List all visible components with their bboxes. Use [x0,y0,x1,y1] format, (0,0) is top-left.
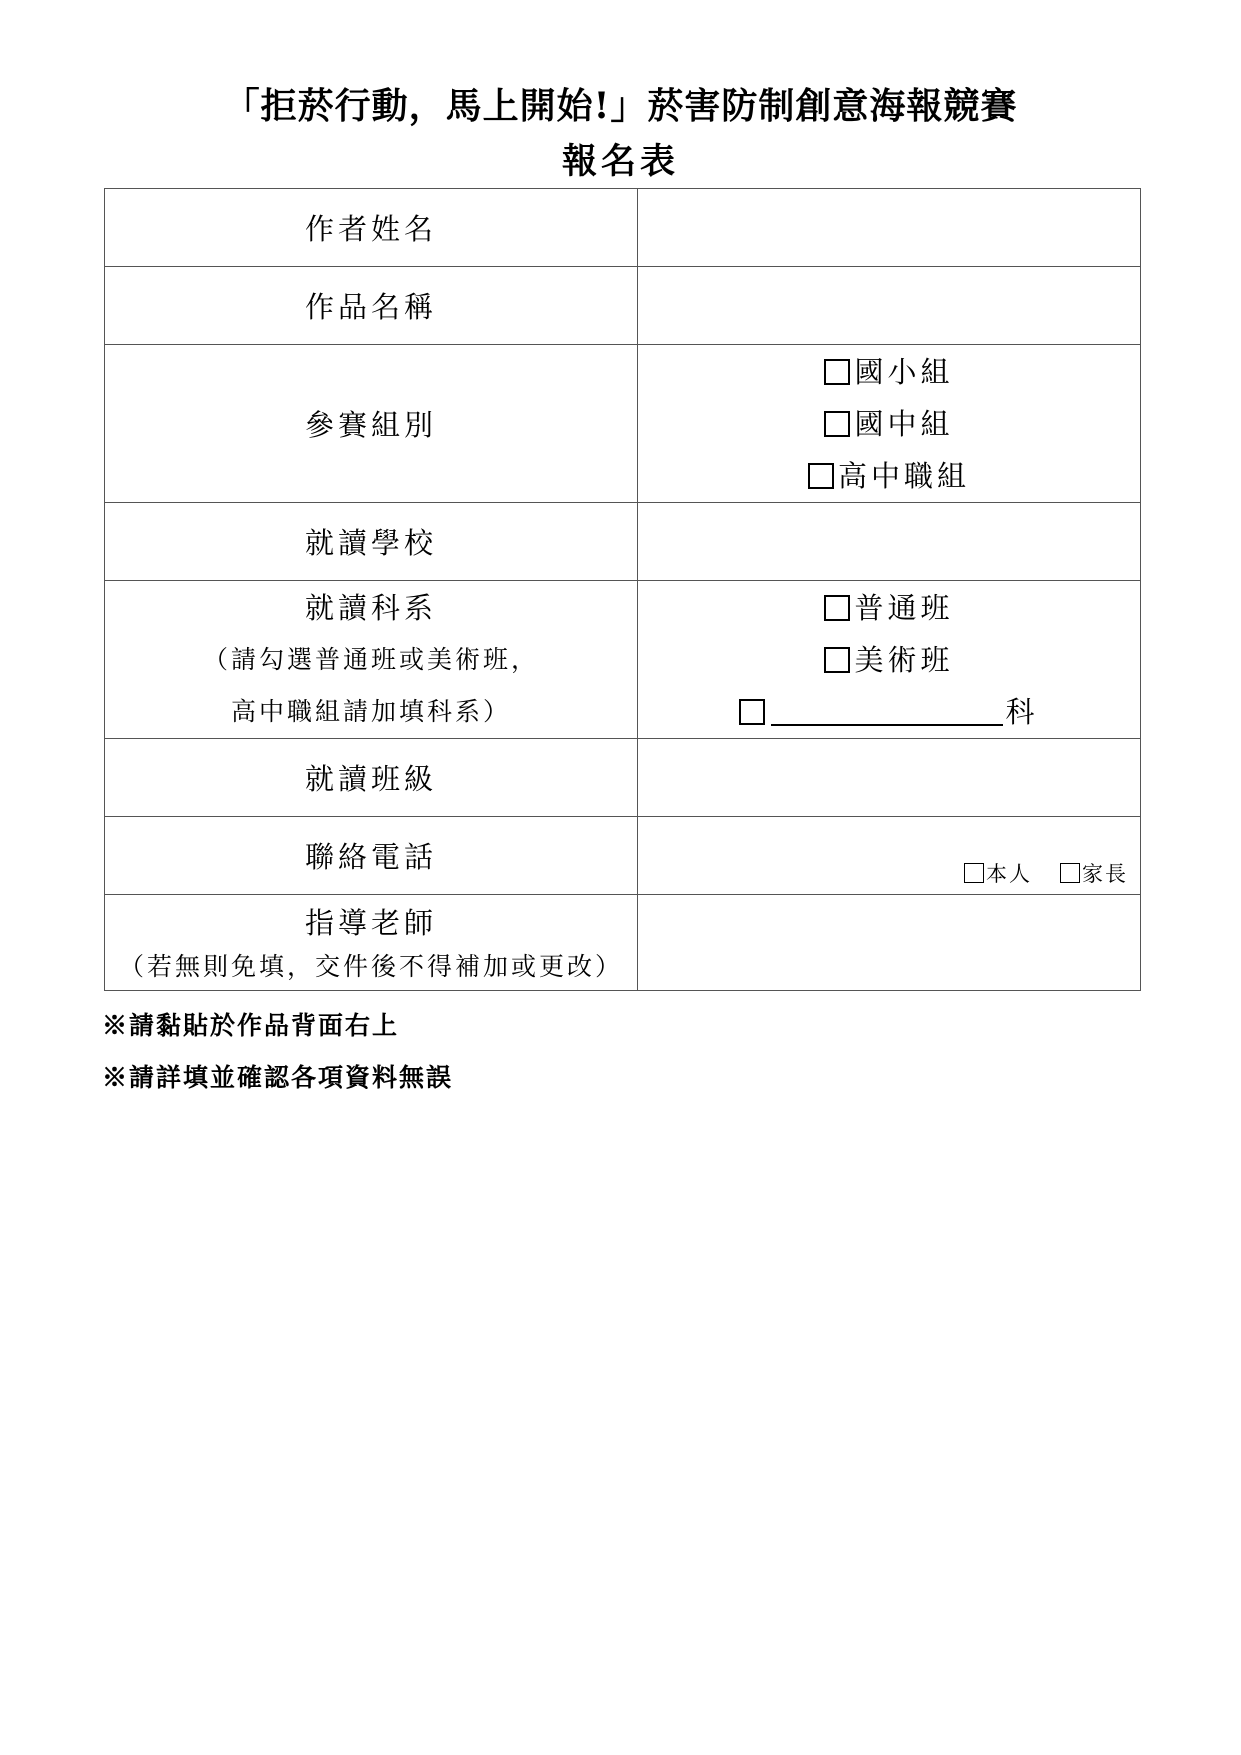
department-options [638,581,1141,739]
work-title-field[interactable] [638,267,1141,345]
work-title-label: 作品名稱 [105,267,638,345]
note-paste-location: ※請黏貼於作品背面右上 [102,1011,400,1040]
class-field[interactable] [638,739,1141,817]
category-options [638,345,1141,503]
registration-form-table [104,188,1141,991]
category-option-junior-high[interactable]: 國中組 [638,398,1140,450]
checkbox-icon[interactable] [824,411,850,437]
note-verify-info: ※請詳填並確認各項資料無誤 [102,1063,454,1092]
checkbox-icon[interactable] [824,359,850,385]
checkbox-icon[interactable] [1060,863,1080,883]
row-work-title [105,267,1141,345]
department-option-custom[interactable]: 科 [638,686,1140,738]
category-option-senior-high[interactable]: 高中職組 [638,450,1140,502]
checkbox-icon[interactable] [739,699,765,725]
department-blank-line[interactable] [771,696,1003,726]
department-note-1: （請勾選普通班或美術班， [202,644,539,674]
category-label: 參賽組別 [105,345,638,503]
category-option-elementary[interactable]: 國小組 [638,346,1140,398]
department-label: 就讀科系 [304,590,437,625]
row-class [105,739,1141,817]
class-label: 就讀班級 [105,739,638,817]
row-author-name [105,189,1141,267]
phone-owner-self: 本人 [986,862,1032,886]
teacher-field[interactable] [638,895,1141,991]
author-name-field[interactable] [638,189,1141,267]
phone-owner-parent: 家長 [1082,862,1128,886]
phone-owner-options [964,858,1128,888]
teacher-note: （若無則免填，交件後不得補加或更改） [118,951,623,981]
phone-field[interactable] [638,817,1141,895]
page-subtitle: 報名表 [561,141,679,182]
checkbox-icon[interactable] [808,463,834,489]
department-note-2: 高中職組請加填科系） [230,696,511,726]
checkbox-icon[interactable] [964,863,984,883]
school-field[interactable] [638,503,1141,581]
row-phone [105,817,1141,895]
teacher-label: 指導老師 [304,905,437,940]
department-option-art[interactable]: 美術班 [638,634,1140,686]
page-title: 「拒菸行動，馬上開始!」菸害防制創意海報競賽 [223,85,1018,127]
row-category [105,345,1141,503]
phone-label: 聯絡電話 [105,817,638,895]
author-name-label: 作者姓名 [105,189,638,267]
school-label: 就讀學校 [105,503,638,581]
row-teacher [105,895,1141,991]
row-school [105,503,1141,581]
teacher-label-cell [105,895,638,991]
department-label-cell [105,581,638,739]
checkbox-icon[interactable] [824,595,850,621]
department-option-regular[interactable]: 普通班 [638,582,1140,634]
row-department [105,581,1141,739]
checkbox-icon[interactable] [824,647,850,673]
